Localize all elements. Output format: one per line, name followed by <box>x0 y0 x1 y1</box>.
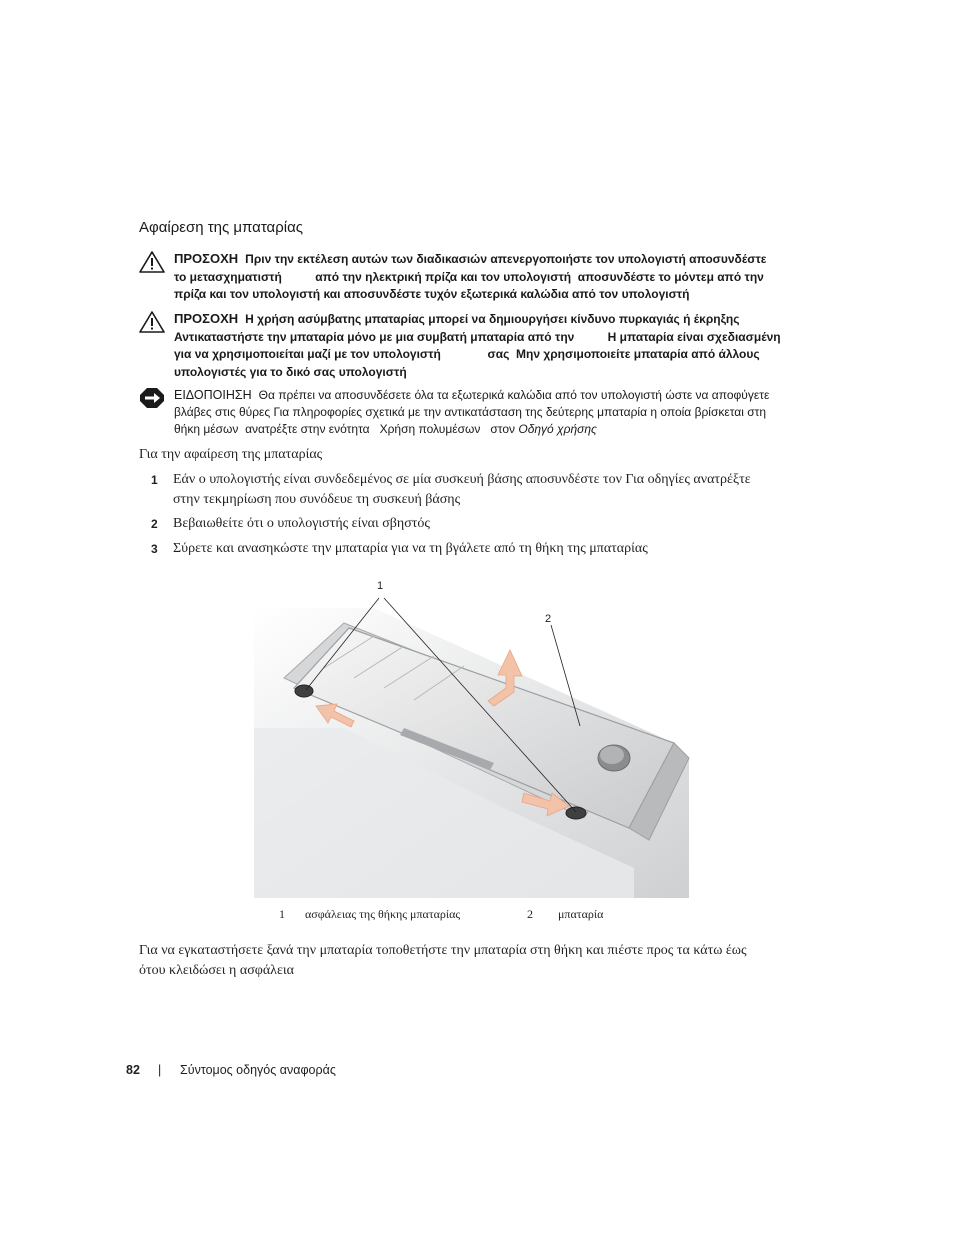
page-number: 82 <box>126 1063 140 1077</box>
notice-line: βλάβες στις θύρες Για πληροφορίες σχετικά με την αντικατάσταση της δεύτερης μπαταρία η οποία βρίσκεται στη <box>174 405 767 419</box>
step-line: Εάν ο υπολογιστής είναι συνδεδεμένος σε μία συσκευή βάσης αποσυνδέστε τον Για οδηγίες ανατρέξτε <box>173 472 751 487</box>
closing-line: Για να εγκαταστήσετε ξανά την μπαταρία τοποθετήστε την μπαταρία στη θήκη και πιέστε προς τα κάτω έως <box>139 943 747 958</box>
caution-line: υπολογιστές για το δικό σας υπολογιστή <box>174 364 407 379</box>
notice-icon <box>139 387 165 409</box>
caption-number: 1 <box>279 907 285 921</box>
notice-line <box>174 387 814 404</box>
section-title: Αφαίρεση της μπαταρίας <box>139 219 303 236</box>
caution-label: ΠΡΟΣΟΧΗ <box>174 311 239 326</box>
caution-label: ΠΡΟΣΟΧΗ <box>174 251 239 266</box>
step-line: στην τεκμηρίωση που συνόδευε τη συσκευή βάσης <box>173 492 461 507</box>
caution-note-2 <box>139 310 814 381</box>
caption-text: ασφάλειας της θήκης μπαταρίας <box>305 907 461 921</box>
caption-text: μπαταρία <box>558 907 604 921</box>
footer-title: Σύντομος οδηγός αναφοράς <box>180 1063 336 1077</box>
caution-text: Πριν την εκτέλεση αυτών των διαδικασιών απενεργοποιήστε τον υπολογιστή αποσυνδέστε <box>245 252 767 266</box>
notice-text: Θα πρέπει να αποσυνδέσετε όλα τα εξωτερικά καλώδια από τον υπολογιστή ώστε να αποφύγετε <box>258 388 770 402</box>
step-text: Βεβαιωθείτε ότι ο υπολογιστής είναι σβηστός <box>173 516 430 531</box>
notice-note <box>139 387 814 438</box>
footer-separator: | <box>158 1063 162 1077</box>
callout-2: 2 <box>545 613 552 625</box>
callout-1: 1 <box>377 580 384 592</box>
step-number: 1 <box>151 473 158 487</box>
caution-note-1 <box>139 250 814 304</box>
battery-removal-figure <box>254 578 694 898</box>
caution-text: Η χρήση ασύμβατης μπαταρίας μπορεί να δημιουργήσει κίνδυνο πυρκαγιάς ή έκρηξης <box>245 312 740 326</box>
step-text: Σύρετε και ανασηκώστε την μπαταρία για να τη βγάλετε από τη θήκη της μπαταρίας <box>173 541 648 556</box>
warning-triangle-icon <box>139 311 165 333</box>
caution-line: Αντικαταστήστε την μπαταρία μόνο με μια συμβατή μπαταρία από την Η μπαταρία είναι σχεδιασμένη <box>174 329 781 344</box>
laptop-battery-illustration <box>254 578 694 898</box>
caution-line: για να χρησιμοποιείται μαζί με τον υπολογιστή σας Μην χρησιμοποιείτε μπαταρία από άλλους <box>174 347 760 361</box>
closing-text <box>139 941 819 981</box>
step-number: 2 <box>151 517 158 531</box>
guide-title: Οδηγό χρήσης <box>518 422 597 436</box>
caution-line <box>174 250 814 269</box>
intro-text: Για την αφαίρεση της μπαταρίας <box>139 447 323 462</box>
step-number: 3 <box>151 542 158 556</box>
warning-triangle-icon <box>139 251 165 273</box>
notice-text: θήκη μέσων ανατρέξτε στην ενότητα Χρήση πολυμέσων στον <box>174 422 519 436</box>
caption-number: 2 <box>527 907 533 921</box>
step-text <box>173 470 813 510</box>
caution-line: πρίζα και τον υπολογιστή και αποσυνδέστε τυχόν εξωτερικά καλώδια από τον υπολογιστή <box>174 287 690 301</box>
notice-line <box>174 421 814 438</box>
caution-line <box>174 310 814 329</box>
closing-line: ότου κλειδώσει η ασφάλεια <box>139 963 294 978</box>
notice-label: ΕΙΔΟΠΟΙΗΣΗ <box>174 388 252 402</box>
caution-line: το μετασχηματιστή από την ηλεκτρική πρίζα και τον υπολογιστή αποσυνδέστε το μόντεμ από την <box>174 269 764 284</box>
